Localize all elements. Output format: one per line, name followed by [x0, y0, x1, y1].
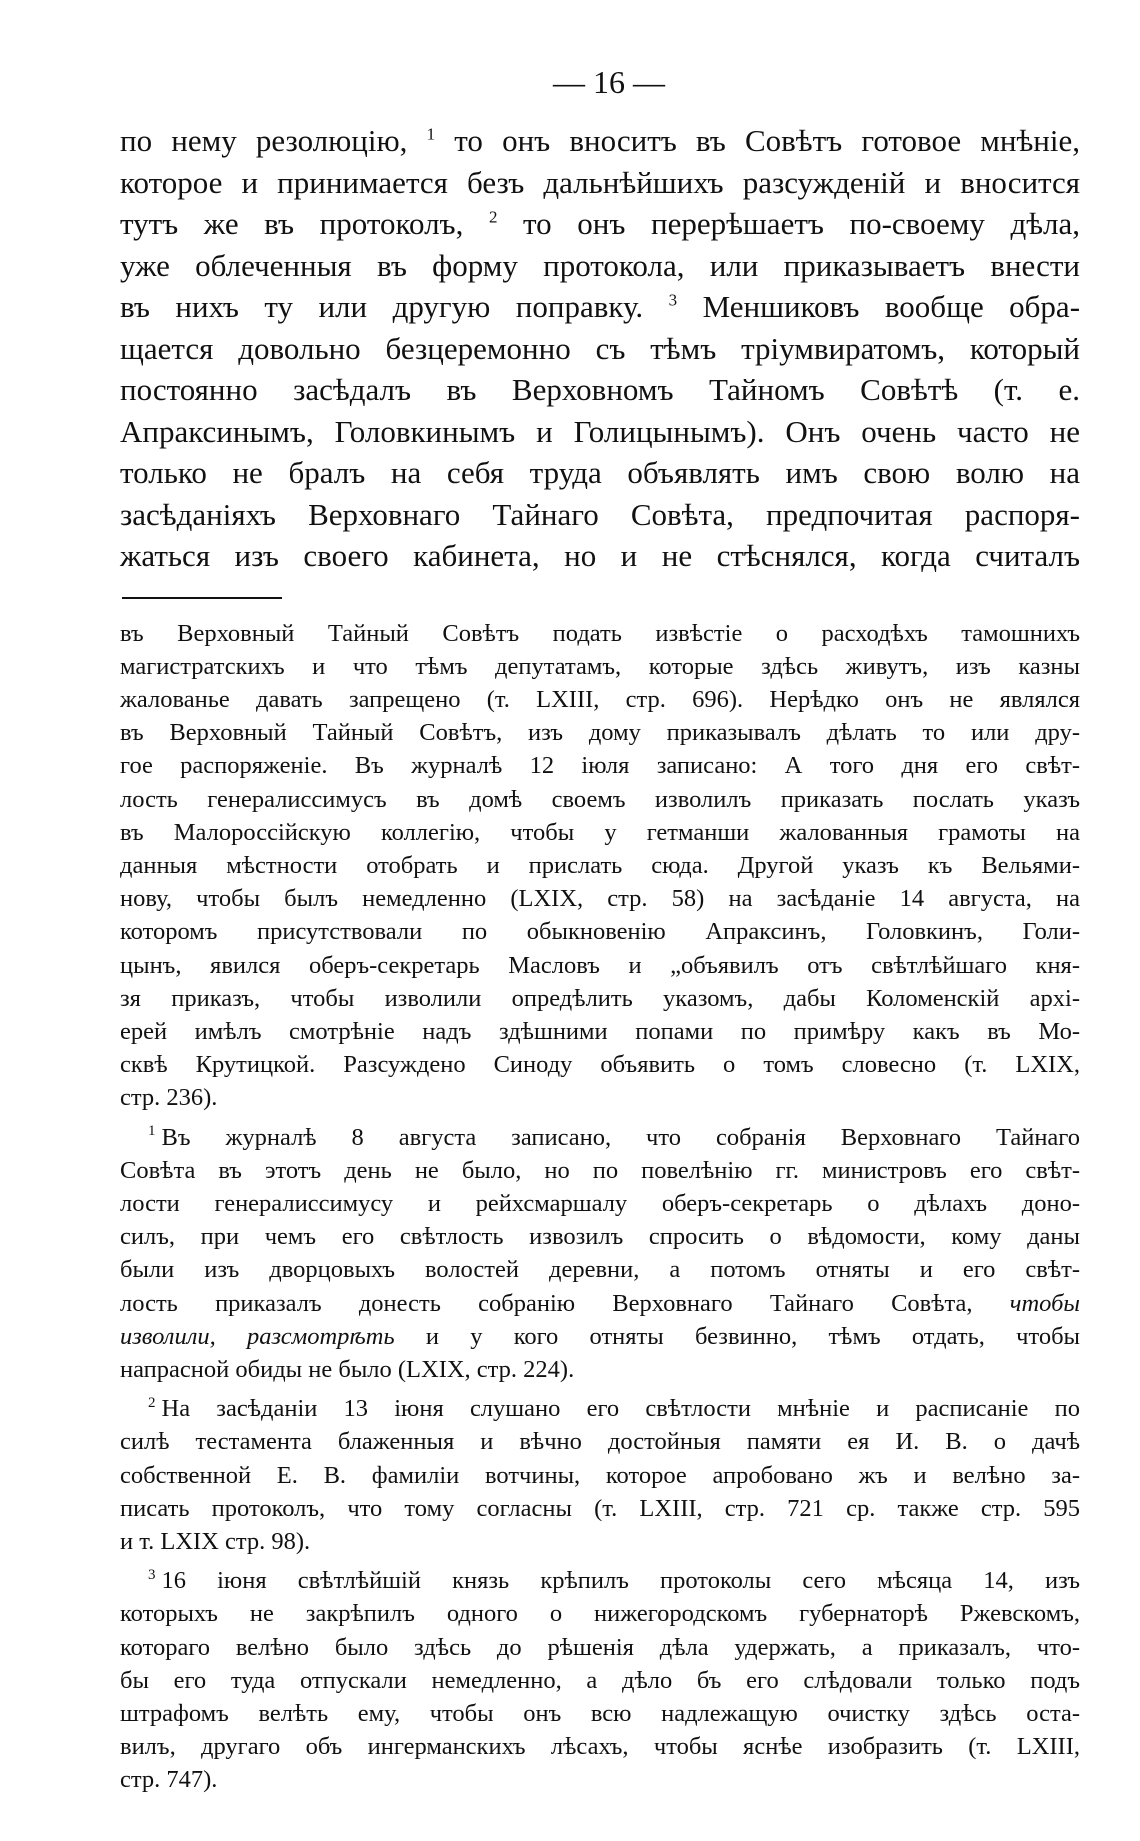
- main-line: которое и принимается безъ дальнѣйшихъ разсужденій и вносится: [120, 164, 1080, 200]
- footnote-mark: 2: [148, 1395, 156, 1412]
- footnote-continued: [120, 617, 1080, 1115]
- footnote-3: [120, 1564, 1080, 1796]
- note-line: сквѣ Крутицкой. Разсуждено Синоду объявить о томъ словесно (т. LXIX,: [120, 1051, 1080, 1079]
- footnote-mark: 3: [148, 1567, 156, 1584]
- note-line: писать протоколъ, что тому согласны (т. LXIII, стр. 721 ср. также стр. 595: [120, 1494, 1080, 1522]
- note-line: лость приказалъ донесть собранію Верховнаго Тайнаго Совѣта, чтобы: [120, 1289, 1081, 1317]
- note-line: которомъ присутствовали по обыкновенію Апраксинъ, Головкинъ, Голи-: [120, 918, 1080, 946]
- page-number: — 16 —: [553, 64, 665, 100]
- footnote-ref: 1: [426, 124, 436, 144]
- note-line: $^1$ Въ журналѣ 8 августа записано, что собранія Верховнаго Тайнаго: [148, 1123, 1080, 1151]
- note-line: вилъ, другаго объ ингерманскихъ лѣсахъ, чтобы яснѣе изобразить (т. LXIII,: [120, 1733, 1080, 1761]
- main-line: уже облеченныя въ форму протокола, или приказываетъ внести: [120, 247, 1080, 283]
- note-line: штрафомъ велѣть ему, чтобы онъ всю надлежащую очистку здѣсь оста-: [120, 1700, 1080, 1727]
- note-line: гое распоряженіе. Въ журналѣ 12 іюля записано: А того дня его свѣт-: [120, 752, 1080, 780]
- note-line: лости генералиссимусу и рейхсмаршалу оберъ-секретарь о дѣлахъ доно-: [120, 1189, 1080, 1217]
- note-line: котораго велѣно было здѣсь до рѣшенія дѣла удержать, а приказалъ, что-: [120, 1633, 1080, 1661]
- footnotes: [120, 617, 1080, 1797]
- note-line: Совѣта въ этотъ день не было, но по повелѣнію гг. министровъ его свѣт-: [120, 1156, 1080, 1184]
- note-line: въ Малороссійскую коллегію, чтобы у гетманши жалованныя грамоты на: [120, 818, 1080, 846]
- main-line: тутъ же въ протоколъ, $^2$ то онъ перерѣшаетъ по-своему дѣла,: [120, 206, 1081, 241]
- note-line: $^2$ На засѣданіи 13 іюня слушано его свѣтлости мнѣніе и расписаніе по: [148, 1395, 1080, 1423]
- note-line: изволили, разсмотрѣть и у кого отняты безвинно, тѣмъ отдать, чтобы: [120, 1322, 1081, 1350]
- note-line: стр. 236).: [120, 1084, 218, 1112]
- footnote-1: [120, 1121, 1080, 1387]
- note-line: нову, чтобы былъ немедленно (LXIX, стр. 58) на засѣданіе 14 августа, на: [120, 885, 1080, 913]
- main-line: постоянно засѣдалъ въ Верховномъ Тайномъ Совѣтѣ (т. е.: [120, 372, 1080, 407]
- note-line: въ Верховный Тайный Совѣтъ, изъ дому приказывалъ дѣлать то или дру-: [120, 719, 1080, 747]
- main-line: щается довольно безцеремонно съ тѣмъ тріумвиратомъ, который: [120, 330, 1080, 366]
- note-line: напрасной обиды не было (LXIX, стр. 224).: [120, 1355, 575, 1383]
- note-line: силѣ тестамента блаженныя и вѣчно достойныя памяти ея И. В. о дачѣ: [120, 1428, 1080, 1456]
- note-line: въ Верховный Тайный Совѣтъ подать извѣстіе о расходѣхъ тамошнихъ: [120, 619, 1080, 647]
- main-line: Апраксинымъ, Головкинымъ и Голицынымъ). Онъ очень часто не: [120, 413, 1080, 449]
- note-line: силъ, при чемъ его свѣтлость извозилъ спросить о вѣдомости, кому даны: [120, 1223, 1080, 1251]
- note-line: ерей имѣлъ смотрѣніе надъ здѣшними попами по примѣру какъ въ Мо-: [120, 1017, 1080, 1045]
- note-line: цынъ, явился оберъ-секретарь Масловъ и „объявилъ отъ свѣтлѣйшаго кня-: [120, 951, 1080, 979]
- main-text: [120, 120, 1080, 577]
- note-line: $^3$ 16 іюня свѣтлѣйшій князь крѣпилъ протоколы сего мѣсяца 14, изъ: [148, 1567, 1080, 1595]
- note-line: бы его туда отпускали немедленно, а дѣло бъ его слѣдовали только подъ: [120, 1666, 1080, 1694]
- note-line: были изъ дворцовыхъ волостей деревни, а потомъ отняты и его свѣт-: [120, 1256, 1080, 1284]
- main-line: жаться изъ своего кабинета, но и не стѣснялся, когда считалъ: [120, 538, 1080, 573]
- footnote-2: [120, 1392, 1080, 1558]
- note-line: и т. LXIX стр. 98).: [120, 1527, 311, 1555]
- main-line: по нему резолюцію, $^1$ то онъ вноситъ въ Совѣтъ готовое мнѣніе,: [120, 123, 1081, 158]
- note-line: лость генералиссимусъ въ домѣ своемъ изволилъ приказать послать указъ: [120, 785, 1080, 813]
- note-line: которыхъ не закрѣпилъ одного о нижегородскомъ губернаторѣ Ржевскомъ,: [120, 1600, 1080, 1628]
- note-line: жалованье давать запрещено (т. LXIII, стр. 696). Нерѣдко онъ не являлся: [120, 685, 1080, 713]
- main-line: въ нихъ ту или другую поправку. $^3$ Меншиковъ вообще обра-: [120, 289, 1081, 324]
- footnote-divider: [122, 597, 282, 599]
- note-line: данныя мѣстности отобрать и прислать сюда. Другой указъ къ Вельями-: [120, 851, 1080, 879]
- footnote-ref: 2: [488, 207, 498, 227]
- main-line: засѣданіяхъ Верховнаго Тайнаго Совѣта, предпочитая распоря-: [120, 496, 1080, 532]
- page: [120, 62, 1080, 1803]
- footnote-mark: 1: [148, 1123, 156, 1140]
- main-line: только не бралъ на себя труда объявлять имъ свою волю на: [120, 455, 1080, 490]
- note-line: стр. 747).: [120, 1766, 218, 1794]
- note-line: собственной Е. В. фамиліи вотчины, которое апробовано жъ и велѣно за-: [120, 1461, 1080, 1489]
- footnote-ref: 3: [668, 290, 678, 310]
- note-line: зя приказъ, чтобы изволили опредѣлить указомъ, дабы Коломенскій архі-: [120, 984, 1080, 1012]
- note-line: магистратскихъ и что тѣмъ депутатамъ, которые здѣсь живутъ, изъ казны: [120, 652, 1080, 680]
